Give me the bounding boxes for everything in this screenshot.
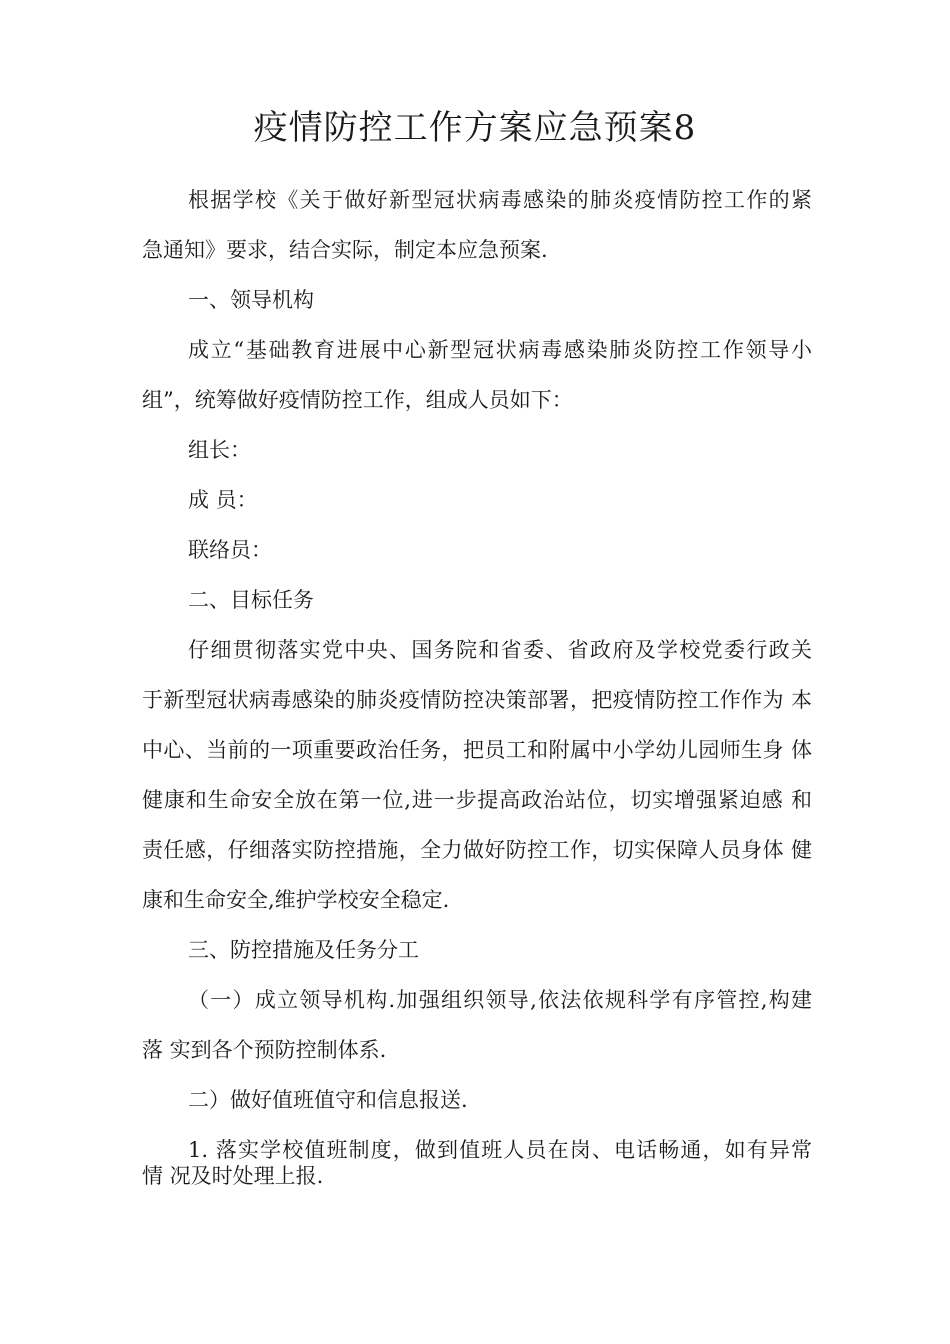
paragraph-line: 急通知》要求，结合实际，制定本应急预案.	[142, 238, 548, 262]
paragraph-line: 组”，统筹做好疫情防控工作，组成人员如下：	[142, 388, 573, 412]
paragraph-line: 根据学校《关于做好新型冠状病毒感染的肺炎疫情防控工作的紧	[188, 188, 812, 212]
paragraph-line: 落 实到各个预防控制体系.	[142, 1038, 387, 1062]
section-heading: 一、领导机构	[188, 288, 314, 312]
list-item: 联络员：	[188, 538, 272, 562]
section-heading: 二、目标任务	[188, 588, 314, 612]
section-heading: 三、防控措施及任务分工	[188, 938, 419, 962]
paragraph-line: 仔细贯彻落实党中央、国务院和省委、省政府及学校党委行政关	[188, 638, 812, 662]
paragraph-line: 情 况及时处理上报.	[142, 1164, 324, 1188]
paragraph-line: 健康和生命安全放在第一位,进一步提高政治站位，切实增强紧迫感 和	[142, 788, 812, 812]
paragraph-line: 中心、当前的一项重要政治任务，把员工和附属中小学幼儿园师生身 体	[142, 738, 812, 762]
paragraph-line: （一）成立领导机构.加强组织领导,依法依规科学有序管控,构建	[188, 988, 812, 1012]
list-item: 组长：	[188, 438, 251, 462]
paragraph-line: 康和生命安全,维护学校安全稳定.	[142, 888, 450, 912]
paragraph-line: 成立“基础教育进展中心新型冠状病毒感染肺炎防控工作领导小	[188, 338, 812, 362]
document-title: 疫情防控工作方案应急预案8	[253, 108, 697, 148]
paragraph-line: 于新型冠状病毒感染的肺炎疫情防控决策部署，把疫情防控工作作为 本	[142, 688, 812, 712]
paragraph-line: 1. 落实学校值班制度，做到值班人员在岗、电话畅通，如有异常	[188, 1138, 812, 1162]
list-item: 成 员：	[188, 488, 258, 512]
paragraph-line: 责任感，仔细落实防控措施，全力做好防控工作，切实保障人员身体 健	[142, 838, 812, 862]
subsection-heading: 二）做好值班值守和信息报送.	[188, 1088, 468, 1112]
